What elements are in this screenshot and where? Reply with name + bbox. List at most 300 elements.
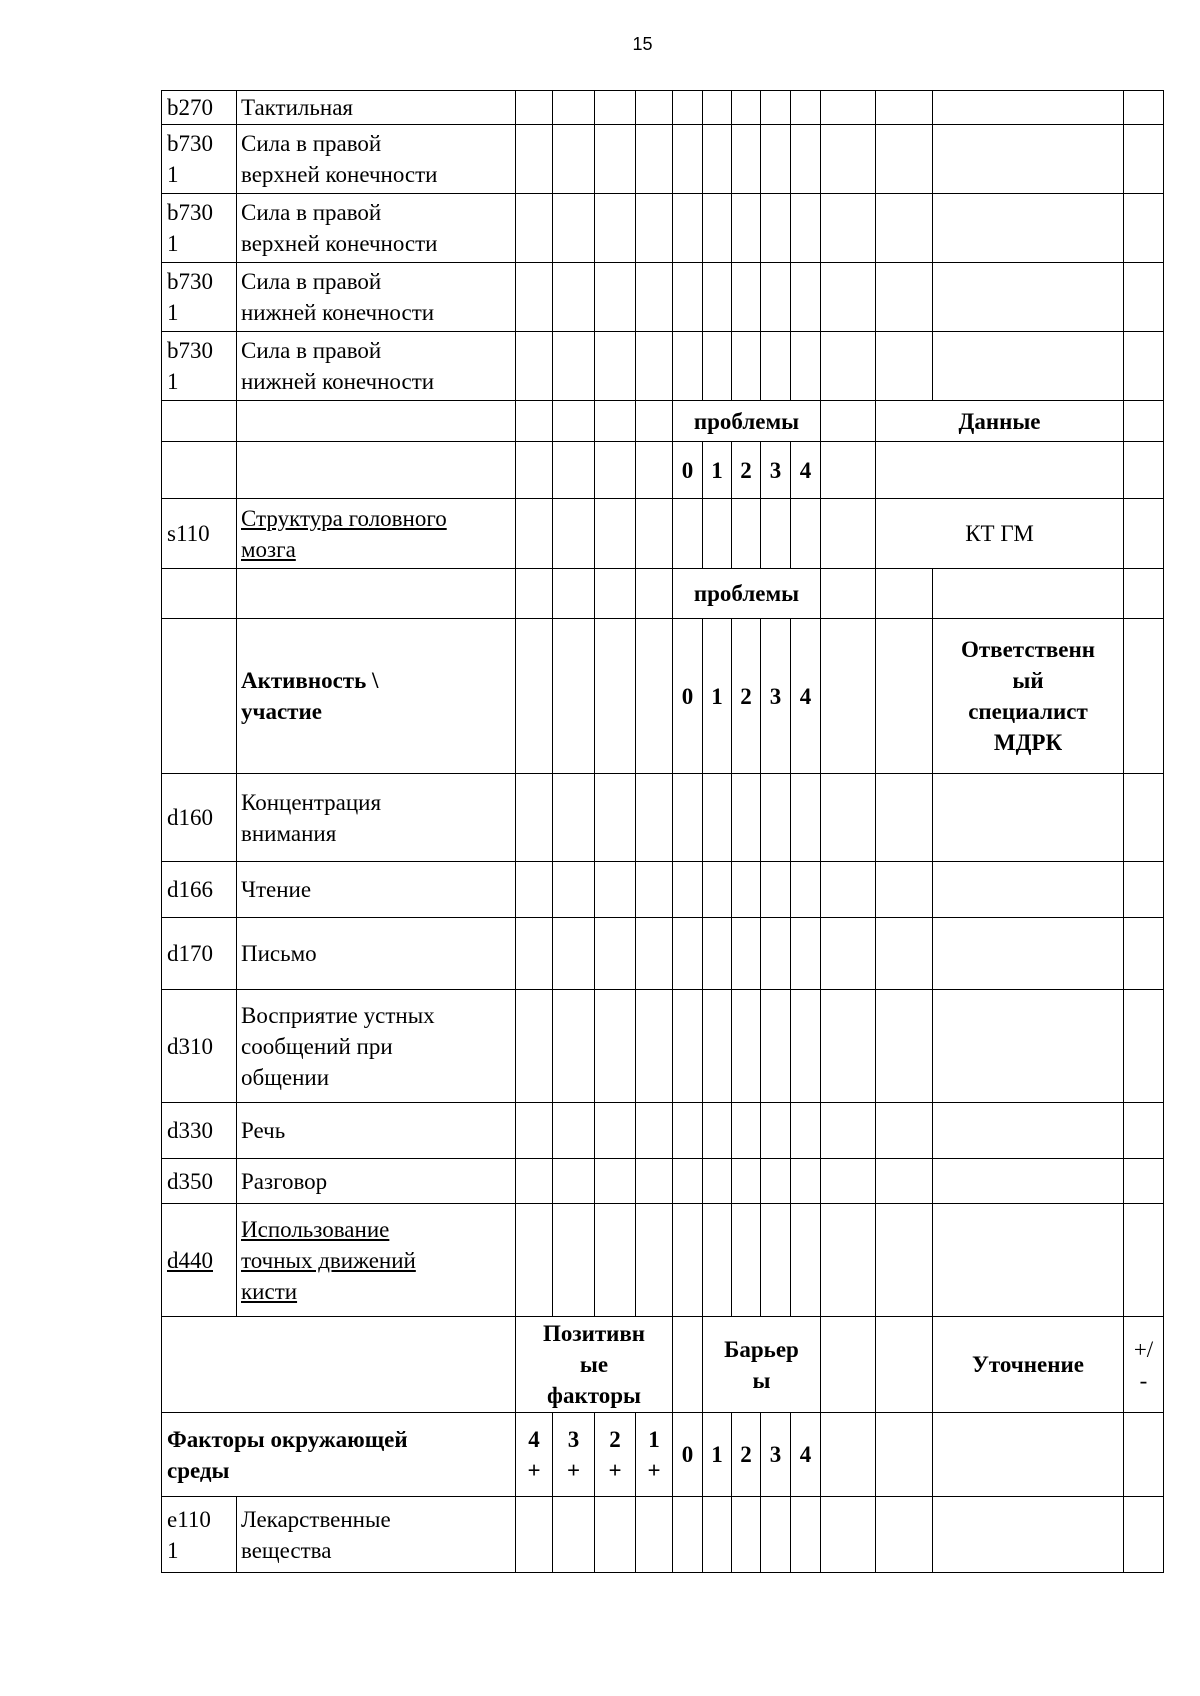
empty-cell[interactable]: [595, 1204, 636, 1317]
activity-row: [162, 990, 1164, 1103]
empty-cell[interactable]: [673, 1497, 703, 1573]
empty-cell: [162, 1317, 516, 1413]
empty-cell[interactable]: [673, 499, 703, 569]
empty-cell[interactable]: [516, 194, 553, 263]
empty-cell[interactable]: [761, 125, 791, 194]
empty-cell[interactable]: [636, 1103, 673, 1159]
empty-cell[interactable]: [821, 263, 876, 332]
empty-cell[interactable]: [821, 194, 876, 263]
problems-header: проблемы: [673, 401, 821, 442]
body-function-row: [162, 332, 1164, 401]
empty-cell[interactable]: [933, 91, 1124, 125]
body-function-row: [162, 125, 1164, 194]
empty-cell: [553, 619, 595, 774]
empty-cell[interactable]: [516, 1159, 553, 1204]
clarification-header: Уточнение: [933, 1317, 1124, 1413]
empty-cell[interactable]: [791, 194, 821, 263]
empty-cell[interactable]: [636, 332, 673, 401]
empty-cell[interactable]: [516, 1204, 553, 1317]
code-cell: d440: [162, 1204, 237, 1317]
empty-cell[interactable]: [1124, 499, 1164, 569]
empty-cell[interactable]: [732, 332, 761, 401]
empty-cell[interactable]: [636, 990, 673, 1103]
name-cell: Сила в правой верхней конечности: [237, 194, 516, 263]
empty-cell[interactable]: [933, 332, 1124, 401]
barrier-scale-cell: 4: [791, 1413, 821, 1497]
empty-cell[interactable]: [821, 1204, 876, 1317]
empty-cell[interactable]: [516, 91, 553, 125]
empty-cell[interactable]: [1124, 1159, 1164, 1204]
empty-cell[interactable]: [761, 1103, 791, 1159]
name-cell: Восприятие устных сообщений при общении: [237, 990, 516, 1103]
empty-cell[interactable]: [933, 862, 1124, 918]
empty-cell[interactable]: [732, 194, 761, 263]
empty-cell[interactable]: [553, 194, 595, 263]
activity-title-row: [162, 619, 1164, 774]
empty-cell[interactable]: [821, 990, 876, 1103]
empty-cell[interactable]: [595, 125, 636, 194]
name-cell: Чтение: [237, 862, 516, 918]
empty-cell[interactable]: [791, 91, 821, 125]
empty-cell[interactable]: [1124, 1103, 1164, 1159]
empty-cell[interactable]: [553, 990, 595, 1103]
empty-cell[interactable]: [636, 91, 673, 125]
code-cell: d160: [162, 774, 237, 862]
empty-cell[interactable]: [791, 990, 821, 1103]
name-cell: Письмо: [237, 918, 516, 990]
empty-cell[interactable]: [791, 125, 821, 194]
empty-cell[interactable]: [673, 263, 703, 332]
empty-cell[interactable]: [553, 1204, 595, 1317]
empty-cell[interactable]: [821, 1497, 876, 1573]
empty-cell[interactable]: [553, 332, 595, 401]
empty-cell[interactable]: [732, 1497, 761, 1573]
empty-cell[interactable]: [595, 194, 636, 263]
empty-cell[interactable]: [791, 332, 821, 401]
empty-cell[interactable]: [1124, 774, 1164, 862]
empty-cell[interactable]: [732, 1159, 761, 1204]
empty-cell: [636, 401, 673, 442]
empty-cell: [876, 1413, 933, 1497]
empty-cell[interactable]: [703, 263, 732, 332]
code-cell: e110 1: [162, 1497, 237, 1573]
structure-header-row: [162, 401, 1164, 442]
code-cell: d310: [162, 990, 237, 1103]
empty-cell[interactable]: [1124, 263, 1164, 332]
positive-factors-header: Позитивн ые факторы: [516, 1317, 673, 1413]
empty-cell: [821, 1413, 876, 1497]
empty-cell[interactable]: [791, 1103, 821, 1159]
empty-cell[interactable]: [933, 125, 1124, 194]
empty-cell: [821, 1317, 876, 1413]
empty-cell[interactable]: [516, 1497, 553, 1573]
empty-cell: [595, 569, 636, 619]
empty-cell[interactable]: [553, 1159, 595, 1204]
empty-cell[interactable]: [933, 1159, 1124, 1204]
barrier-scale-cell: 1: [703, 1413, 732, 1497]
empty-cell[interactable]: [933, 774, 1124, 862]
empty-cell[interactable]: [732, 1204, 761, 1317]
empty-cell[interactable]: [516, 918, 553, 990]
empty-cell[interactable]: [791, 1204, 821, 1317]
empty-cell[interactable]: [761, 499, 791, 569]
empty-cell[interactable]: [732, 862, 761, 918]
empty-cell[interactable]: [761, 1497, 791, 1573]
name-cell: Тактильная: [237, 91, 516, 125]
empty-cell[interactable]: [636, 1204, 673, 1317]
empty-cell[interactable]: [516, 1103, 553, 1159]
empty-cell[interactable]: [876, 918, 933, 990]
empty-cell[interactable]: [595, 1159, 636, 1204]
empty-cell: [636, 442, 673, 499]
specialist-header: Ответственн ый специалист МДРК: [933, 619, 1124, 774]
name-cell: Использование точных движений кисти: [237, 1204, 516, 1317]
empty-cell[interactable]: [703, 1204, 732, 1317]
barrier-scale-cell: 3: [761, 1413, 791, 1497]
empty-cell[interactable]: [636, 263, 673, 332]
empty-cell[interactable]: [761, 91, 791, 125]
empty-cell[interactable]: [876, 1204, 933, 1317]
empty-cell[interactable]: [636, 918, 673, 990]
empty-cell[interactable]: [821, 862, 876, 918]
empty-cell[interactable]: [636, 499, 673, 569]
name-cell: Сила в правой нижней конечности: [237, 263, 516, 332]
scale-cell: 0: [673, 442, 703, 499]
empty-cell[interactable]: [595, 774, 636, 862]
scale-cell: 1: [703, 619, 732, 774]
data-cell: КТ ГМ: [876, 499, 1124, 569]
empty-cell[interactable]: [761, 263, 791, 332]
empty-cell[interactable]: [703, 194, 732, 263]
body-function-row: [162, 263, 1164, 332]
name-cell: Речь: [237, 1103, 516, 1159]
code-cell: b730 1: [162, 125, 237, 194]
barrier-scale-cell: 2: [732, 1413, 761, 1497]
empty-cell: [162, 569, 237, 619]
empty-cell[interactable]: [1124, 862, 1164, 918]
scale-cell: 2: [732, 619, 761, 774]
code-cell: d330: [162, 1103, 237, 1159]
empty-cell[interactable]: [876, 263, 933, 332]
environment-row: [162, 1497, 1164, 1573]
empty-cell[interactable]: [703, 125, 732, 194]
activity-header-row: [162, 569, 1164, 619]
empty-cell[interactable]: [516, 774, 553, 862]
empty-cell[interactable]: [673, 125, 703, 194]
empty-cell[interactable]: [703, 1497, 732, 1573]
empty-cell: [516, 401, 553, 442]
empty-cell: [516, 619, 553, 774]
empty-cell[interactable]: [761, 990, 791, 1103]
positive-scale-cell: 1 +: [636, 1413, 673, 1497]
barriers-header: Барьер ы: [703, 1317, 821, 1413]
empty-cell[interactable]: [703, 918, 732, 990]
page-number: 15: [632, 34, 653, 54]
empty-cell[interactable]: [703, 1103, 732, 1159]
scale-cell: 3: [761, 442, 791, 499]
empty-cell[interactable]: [876, 1103, 933, 1159]
empty-cell[interactable]: [553, 862, 595, 918]
empty-cell: [1124, 619, 1164, 774]
empty-cell[interactable]: [761, 1204, 791, 1317]
empty-cell[interactable]: [636, 1159, 673, 1204]
empty-cell[interactable]: [636, 194, 673, 263]
plusminus-header: +/ -: [1124, 1317, 1164, 1413]
empty-cell[interactable]: [673, 774, 703, 862]
name-cell: Структура головного мозга: [237, 499, 516, 569]
empty-cell[interactable]: [1124, 332, 1164, 401]
empty-cell: [876, 1317, 933, 1413]
empty-cell[interactable]: [595, 499, 636, 569]
empty-cell[interactable]: [553, 91, 595, 125]
empty-cell: [876, 569, 933, 619]
activity-row: [162, 1159, 1164, 1204]
empty-cell[interactable]: [821, 774, 876, 862]
empty-cell: [162, 442, 237, 499]
empty-cell[interactable]: [876, 332, 933, 401]
scale-cell: 4: [791, 619, 821, 774]
empty-cell[interactable]: [821, 91, 876, 125]
scale-cell: 2: [732, 442, 761, 499]
empty-cell: [933, 569, 1124, 619]
empty-cell[interactable]: [876, 194, 933, 263]
code-cell: d170: [162, 918, 237, 990]
empty-cell[interactable]: [876, 125, 933, 194]
empty-cell[interactable]: [821, 1159, 876, 1204]
empty-cell[interactable]: [933, 990, 1124, 1103]
empty-cell: [636, 619, 673, 774]
structure-scale-row: [162, 442, 1164, 499]
empty-cell[interactable]: [933, 1497, 1124, 1573]
empty-cell: [821, 401, 876, 442]
empty-cell[interactable]: [1124, 990, 1164, 1103]
code-cell: b730 1: [162, 263, 237, 332]
empty-cell[interactable]: [732, 125, 761, 194]
empty-cell[interactable]: [791, 263, 821, 332]
empty-cell: [237, 569, 516, 619]
activity-row: [162, 774, 1164, 862]
empty-cell[interactable]: [791, 918, 821, 990]
empty-cell[interactable]: [703, 990, 732, 1103]
empty-cell: [636, 569, 673, 619]
empty-cell: [933, 1413, 1124, 1497]
empty-cell[interactable]: [516, 990, 553, 1103]
empty-cell[interactable]: [1124, 194, 1164, 263]
empty-cell[interactable]: [595, 1497, 636, 1573]
empty-cell: [595, 442, 636, 499]
icf-assessment-table: [161, 90, 1164, 1573]
empty-cell[interactable]: [703, 862, 732, 918]
empty-cell[interactable]: [732, 774, 761, 862]
empty-cell: [553, 442, 595, 499]
empty-cell[interactable]: [1124, 125, 1164, 194]
empty-cell[interactable]: [761, 918, 791, 990]
empty-cell[interactable]: [876, 862, 933, 918]
empty-cell[interactable]: [703, 499, 732, 569]
activity-title: Активность \ участие: [237, 619, 516, 774]
code-cell: b730 1: [162, 332, 237, 401]
barrier-scale-cell: 0: [673, 1413, 703, 1497]
empty-cell[interactable]: [732, 263, 761, 332]
empty-cell[interactable]: [732, 499, 761, 569]
empty-cell: [595, 619, 636, 774]
empty-cell[interactable]: [761, 774, 791, 862]
empty-cell[interactable]: [761, 194, 791, 263]
empty-cell[interactable]: [595, 990, 636, 1103]
body-function-row: [162, 194, 1164, 263]
name-cell: Сила в правой нижней конечности: [237, 332, 516, 401]
empty-cell[interactable]: [1124, 91, 1164, 125]
empty-cell[interactable]: [732, 990, 761, 1103]
empty-cell[interactable]: [703, 1159, 732, 1204]
empty-cell[interactable]: [553, 918, 595, 990]
empty-cell: [1124, 569, 1164, 619]
activity-row: [162, 862, 1164, 918]
empty-cell[interactable]: [703, 332, 732, 401]
empty-cell[interactable]: [876, 1497, 933, 1573]
data-header: Данные: [876, 401, 1124, 442]
environment-header-row: [162, 1317, 1164, 1413]
empty-cell[interactable]: [791, 1497, 821, 1573]
empty-cell[interactable]: [636, 862, 673, 918]
empty-cell: [1124, 1413, 1164, 1497]
empty-cell[interactable]: [595, 332, 636, 401]
empty-cell[interactable]: [516, 862, 553, 918]
empty-cell[interactable]: [673, 1159, 703, 1204]
empty-cell[interactable]: [876, 774, 933, 862]
empty-cell: [162, 619, 237, 774]
empty-cell[interactable]: [636, 125, 673, 194]
empty-cell[interactable]: [595, 918, 636, 990]
empty-cell[interactable]: [553, 1103, 595, 1159]
scale-cell: 3: [761, 619, 791, 774]
empty-cell[interactable]: [636, 774, 673, 862]
empty-cell: [1124, 401, 1164, 442]
empty-cell[interactable]: [876, 990, 933, 1103]
empty-cell[interactable]: [761, 332, 791, 401]
code-cell: b730 1: [162, 194, 237, 263]
empty-cell[interactable]: [673, 332, 703, 401]
code-cell: b270: [162, 91, 237, 125]
empty-cell[interactable]: [673, 862, 703, 918]
scale-cell: 1: [703, 442, 732, 499]
empty-cell[interactable]: [553, 263, 595, 332]
name-cell: Концентрация внимания: [237, 774, 516, 862]
empty-cell: [516, 442, 553, 499]
empty-cell[interactable]: [876, 91, 933, 125]
activity-row: [162, 1103, 1164, 1159]
empty-cell[interactable]: [732, 91, 761, 125]
empty-cell[interactable]: [703, 91, 732, 125]
empty-cell[interactable]: [933, 194, 1124, 263]
empty-cell[interactable]: [673, 91, 703, 125]
empty-cell[interactable]: [761, 1159, 791, 1204]
activity-row: [162, 1204, 1164, 1317]
scale-cell: 4: [791, 442, 821, 499]
empty-cell[interactable]: [1124, 1204, 1164, 1317]
empty-cell[interactable]: [732, 918, 761, 990]
empty-cell: [1124, 442, 1164, 499]
problems-header: проблемы: [673, 569, 821, 619]
empty-cell[interactable]: [933, 918, 1124, 990]
empty-cell: [876, 619, 933, 774]
empty-cell[interactable]: [595, 1103, 636, 1159]
empty-cell: [237, 442, 516, 499]
empty-cell[interactable]: [821, 499, 876, 569]
empty-cell[interactable]: [673, 990, 703, 1103]
positive-scale-cell: 4 +: [516, 1413, 553, 1497]
empty-cell[interactable]: [1124, 918, 1164, 990]
name-cell: Лекарственные вещества: [237, 1497, 516, 1573]
empty-cell[interactable]: [595, 91, 636, 125]
empty-cell[interactable]: [553, 774, 595, 862]
environment-scale-row: [162, 1413, 1164, 1497]
empty-cell: [595, 401, 636, 442]
empty-cell: [821, 442, 876, 499]
empty-cell[interactable]: [673, 1204, 703, 1317]
empty-cell[interactable]: [673, 1103, 703, 1159]
empty-cell[interactable]: [791, 774, 821, 862]
empty-cell[interactable]: [933, 1204, 1124, 1317]
empty-cell[interactable]: [516, 499, 553, 569]
empty-cell[interactable]: [821, 125, 876, 194]
empty-cell: [162, 401, 237, 442]
name-cell: Сила в правой верхней конечности: [237, 125, 516, 194]
positive-scale-cell: 2 +: [595, 1413, 636, 1497]
empty-cell[interactable]: [821, 332, 876, 401]
empty-cell[interactable]: [553, 125, 595, 194]
empty-cell[interactable]: [516, 125, 553, 194]
code-cell: d350: [162, 1159, 237, 1204]
empty-cell[interactable]: [595, 263, 636, 332]
code-cell: d166: [162, 862, 237, 918]
empty-cell[interactable]: [673, 194, 703, 263]
empty-cell: [516, 569, 553, 619]
empty-cell[interactable]: [636, 1497, 673, 1573]
empty-cell[interactable]: [791, 862, 821, 918]
empty-cell[interactable]: [553, 499, 595, 569]
scale-cell: 0: [673, 619, 703, 774]
empty-cell: [673, 1317, 703, 1413]
empty-cell: [876, 442, 1124, 499]
empty-cell[interactable]: [1124, 1497, 1164, 1573]
empty-cell[interactable]: [516, 332, 553, 401]
activity-row: [162, 918, 1164, 990]
empty-cell: [821, 569, 876, 619]
empty-cell: [553, 569, 595, 619]
empty-cell[interactable]: [703, 774, 732, 862]
empty-cell[interactable]: [791, 1159, 821, 1204]
empty-cell: [553, 401, 595, 442]
name-cell: Разговор: [237, 1159, 516, 1204]
empty-cell[interactable]: [791, 499, 821, 569]
empty-cell[interactable]: [933, 263, 1124, 332]
positive-scale-cell: 3 +: [553, 1413, 595, 1497]
structure-row: [162, 499, 1164, 569]
empty-cell[interactable]: [933, 1103, 1124, 1159]
empty-cell[interactable]: [673, 918, 703, 990]
empty-cell[interactable]: [761, 862, 791, 918]
empty-cell[interactable]: [595, 862, 636, 918]
empty-cell[interactable]: [876, 1159, 933, 1204]
empty-cell[interactable]: [516, 263, 553, 332]
empty-cell[interactable]: [732, 1103, 761, 1159]
empty-cell: [821, 619, 876, 774]
empty-cell[interactable]: [553, 1497, 595, 1573]
empty-cell[interactable]: [821, 918, 876, 990]
empty-cell[interactable]: [821, 1103, 876, 1159]
body-function-row: [162, 91, 1164, 125]
